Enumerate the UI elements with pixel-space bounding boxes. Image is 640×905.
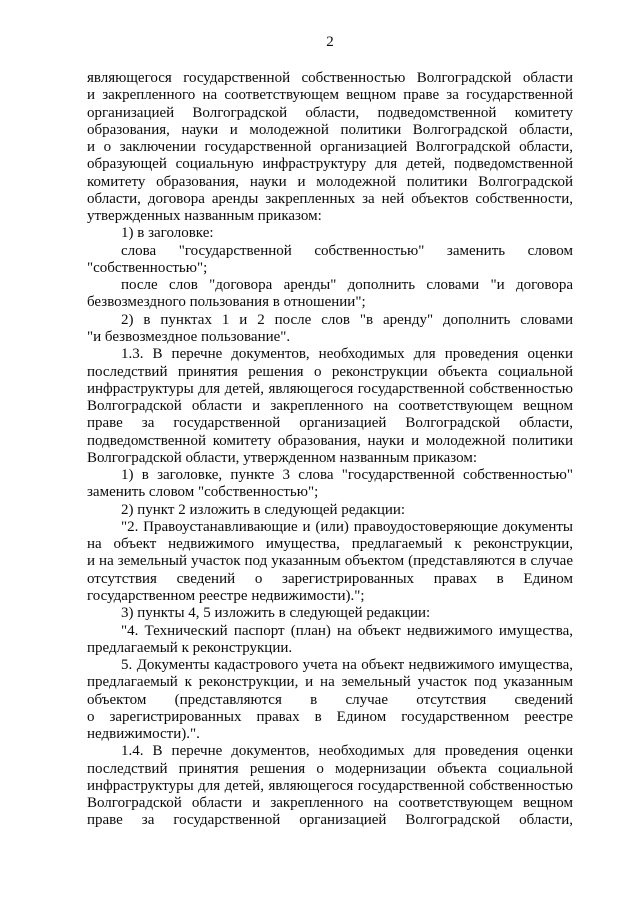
document-body [87,70,573,830]
text-line: после слов "договора аренды" дополнить словами "и договора [121,277,573,294]
text-line: образования, науки и молодежной политики Волгоградской области, [87,121,573,138]
paragraph-quote-2 [87,519,573,605]
text-line: 2) пункт 2 изложить в следующей редакции: [121,501,406,518]
text-line: являющегося государственной собственностью Волгоградской области [87,70,573,86]
text-line: Волгоградской области и закрепленного на соответствующем вещном [87,398,573,415]
paragraph-continuation [87,70,573,225]
paragraph-section-1-3 [87,346,573,467]
paragraph-quote-5 [87,657,573,743]
text-line: области, договора аренды закрепленных за ней объектов собственности, [87,190,573,207]
text-line: 1.3. В перечне документов, необходимых для проведения оценки [121,346,573,363]
text-line: "собственностью"; [87,259,208,276]
text-line: 1) в заголовке: [121,225,214,242]
text-line: и закрепленного на соответствующем вещном праве за государственной [87,87,573,104]
page-number: 2 [326,34,334,50]
text-line: недвижимости).". [87,726,200,743]
text-line: на объект недвижимого имущества, предлагаемый к реконструкции, [87,536,573,553]
text-line: Волгоградской области, утвержденном названным приказом: [87,449,477,466]
text-line: последствий принятия решения о модернизации объекта социальной [87,760,573,777]
paragraph-replace-words [87,243,573,278]
paragraph-section-1-4 [87,743,573,829]
text-line: и на земельный участок под указанным объектом (представляются в случае [87,553,573,570]
text-line: инфраструктуры для детей, являющегося государственной собственностью [87,777,573,794]
paragraph-item-2 [87,312,573,347]
text-line: предлагаемый к реконструкции, и на земельный участок под указанным [87,674,573,691]
text-line: "2. Правоустанавливающие и (или) правоудостоверяющие документы [121,518,573,535]
paragraph-quote-4 [87,623,573,658]
text-line: праве за государственной организацией Волгоградской области, [87,415,573,432]
text-line: организацией Волгоградской области, подведомственной комитету [87,104,573,121]
text-line: 1) в заголовке, пункте 3 слова "государственной собственностью" [121,467,573,484]
text-line: последствий принятия решения о реконструкции объекта социальной [87,363,573,380]
text-line: 5. Документы кадастрового учета на объект недвижимого имущества, [121,657,573,674]
text-line: 3) пункты 4, 5 изложить в следующей редакции: [121,605,431,622]
text-line: "4. Технический паспорт (план) на объект недвижимого имущества, [121,622,573,639]
text-line: безвозмездного пользования в отношении"; [87,294,366,311]
text-line: о зарегистрированных правах в Едином государственном реестре [87,708,573,725]
text-line: подведомственной комитету образования, науки и молодежной политики [87,432,573,449]
paragraph-item-3-edit [87,605,573,622]
text-line: отсутствия сведений о зарегистрированных правах в Едином [87,570,573,587]
text-line: инфраструктуры для детей, являющегося государственной собственностью [87,380,573,397]
text-line: Волгоградской области и закрепленного на соответствующем вещном [87,795,573,812]
text-line: объектом (представляются в случае отсутствия сведений [87,691,573,708]
text-line: образующей социальную инфраструктуру для детей, подведомственной [87,156,573,173]
paragraph-item-1-title [87,225,573,242]
text-line: предлагаемый к реконструкции. [87,639,293,656]
text-line: 2) в пунктах 1 и 2 после слов "в аренду" дополнить словами [121,311,573,328]
text-line: и о заключении государственной организацией Волгоградской области, [87,139,573,156]
paragraph-item-2-edit [87,502,573,519]
text-line: заменить словом "собственностью"; [87,484,319,501]
text-line: слова "государственной собственностью" заменить словом [121,242,573,259]
text-line: "и безвозмездное пользование". [87,328,291,345]
text-line: государственном реестре недвижимости)."; [87,587,365,604]
text-line: комитету образования, науки и молодежной политики Волгоградской [87,173,573,190]
text-line: 1.4. В перечне документов, необходимых для проведения оценки [121,743,573,760]
paragraph-add-words [87,277,573,312]
text-line: праве за государственной организацией Волгоградской области, [87,812,573,829]
paragraph-item-1-title-p3 [87,467,573,502]
text-line: утвержденных названным приказом: [87,208,322,225]
